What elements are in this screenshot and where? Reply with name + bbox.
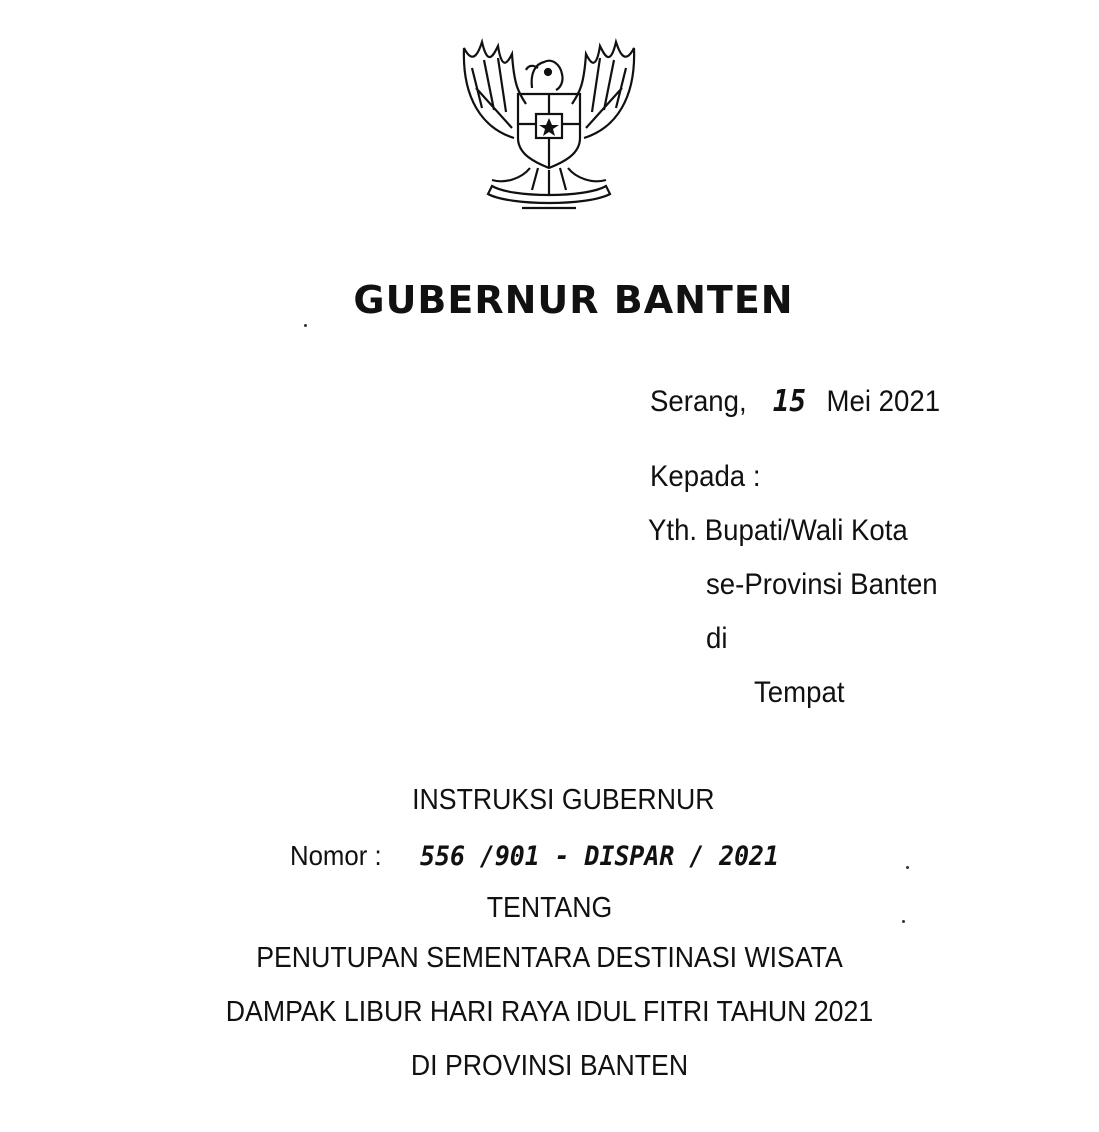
instruction-number xyxy=(290,840,779,872)
date-month-year: Mei 2021 xyxy=(826,385,941,418)
to-label: Kepada : xyxy=(650,460,761,493)
instruction-heading: INSTRUKSI GUBERNUR xyxy=(412,784,715,816)
instruction-about: TENTANG xyxy=(486,892,613,924)
letter-date xyxy=(650,384,940,419)
date-day-handwritten: 15 xyxy=(772,384,806,419)
number-label: Nomor : xyxy=(290,840,382,871)
speck-mark xyxy=(906,866,909,869)
subject-line-2: DAMPAK LIBUR HARI RAYA IDUL FITRI TAHUN 2021 xyxy=(225,996,874,1028)
recipient: Yth. Bupati/Wali Kota xyxy=(648,514,908,547)
subject-line-3: DI PROVINSI BANTEN xyxy=(410,1050,689,1082)
garuda-emblem-icon xyxy=(452,28,646,214)
recipient-location: Tempat xyxy=(754,676,845,709)
speck-mark xyxy=(304,324,307,327)
number-value-handwritten: 556 /901 - DISPAR / 2021 xyxy=(420,841,779,872)
subject-line-1: PENUTUPAN SEMENTARA DESTINASI WISATA xyxy=(256,942,843,974)
recipient-scope: se-Provinsi Banten xyxy=(706,568,938,601)
document-title: GUBERNUR BANTEN xyxy=(353,278,794,322)
date-place: Serang, xyxy=(650,385,747,418)
recipient-at: di xyxy=(706,622,728,655)
